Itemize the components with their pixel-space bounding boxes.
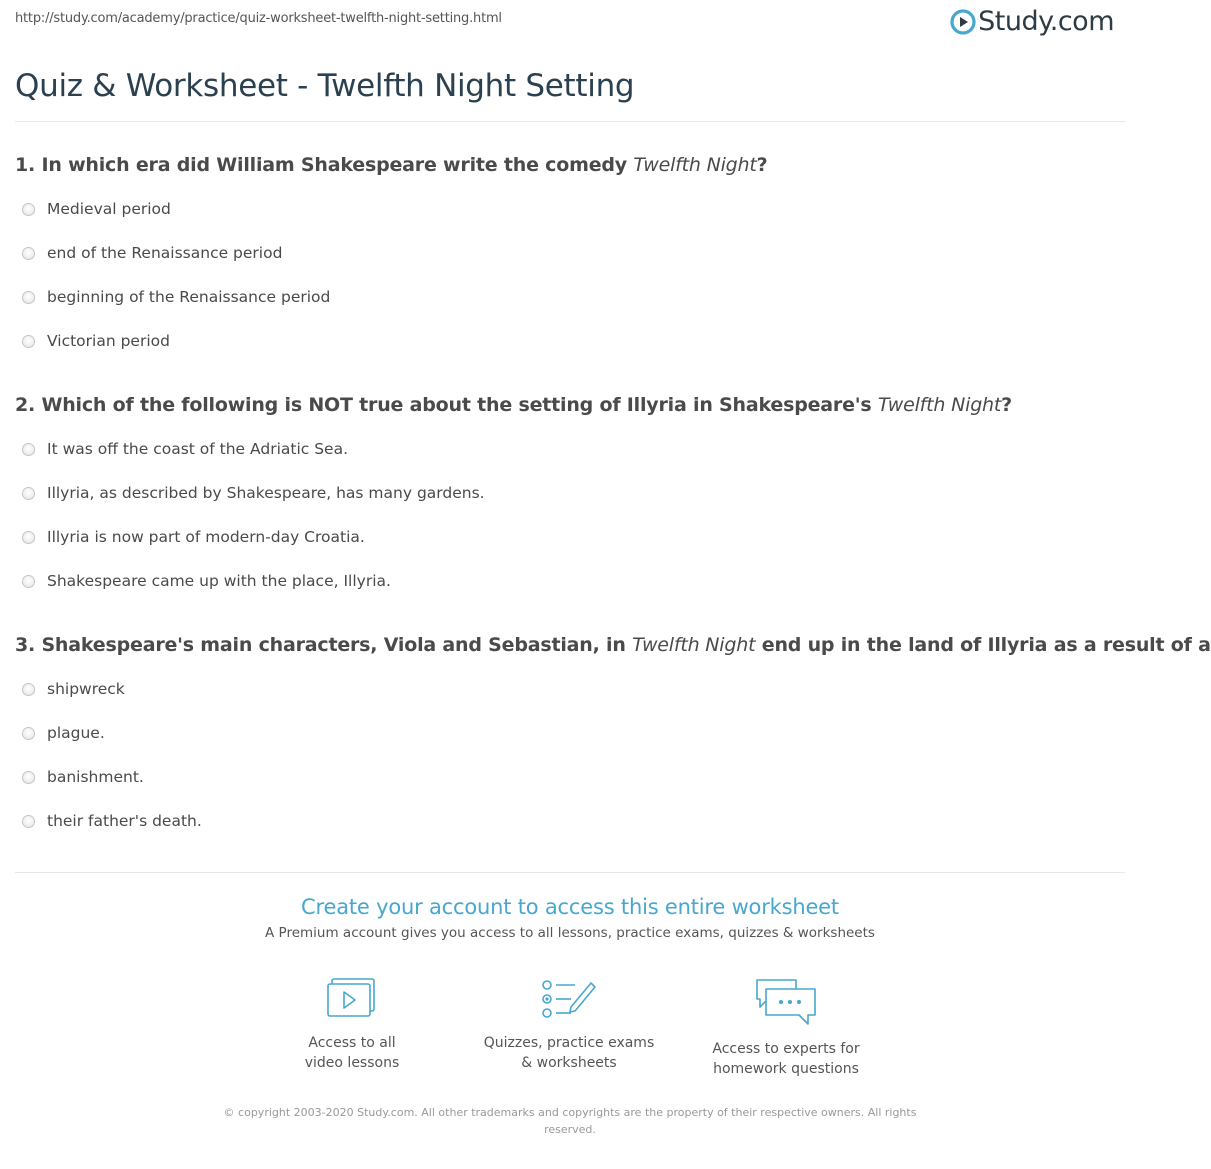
- question-1: 1. In which era did William Shakespeare write the comedy Twelfth Night?: [15, 154, 768, 176]
- feature-line: & worksheets: [521, 1055, 617, 1071]
- feature-line: homework questions: [713, 1061, 859, 1077]
- feature-video-lessons: [252, 977, 452, 1073]
- radio-button[interactable]: [22, 203, 35, 216]
- answer-option[interactable]: [22, 724, 105, 742]
- divider: [15, 872, 1125, 873]
- radio-button[interactable]: [22, 443, 35, 456]
- answer-option[interactable]: [22, 528, 365, 546]
- radio-button[interactable]: [22, 487, 35, 500]
- radio-button[interactable]: [22, 335, 35, 348]
- answer-label: banishment.: [47, 768, 144, 786]
- feature-line: Access to all: [308, 1035, 396, 1051]
- answer-option[interactable]: [22, 680, 125, 698]
- cta-subtitle: A Premium account gives you access to all lessons, practice exams, quizzes & worksheets: [265, 925, 875, 941]
- answer-label: It was off the coast of the Adriatic Sea.: [47, 440, 349, 458]
- radio-button[interactable]: [22, 683, 35, 696]
- answer-option[interactable]: [22, 572, 391, 590]
- video-lessons-icon: [326, 977, 378, 1021]
- radio-button[interactable]: [22, 815, 35, 828]
- page-url: http://study.com/academy/practice/quiz-worksheet-twelfth-night-setting.html: [15, 11, 502, 26]
- answer-label: Illyria, as described by Shakespeare, has many gardens.: [47, 484, 485, 502]
- feature-line: video lessons: [304, 1055, 400, 1071]
- question-2: 2. Which of the following is NOT true about the setting of Illyria in Shakespeare's Twelfth Night?: [15, 394, 1012, 416]
- radio-button[interactable]: [22, 247, 35, 260]
- question-3: 3. Shakespeare's main characters, Viola and Sebastian, in Twelfth Night end up in the land of Illyria as a result of a: [15, 634, 1211, 656]
- answer-option[interactable]: [22, 288, 330, 306]
- radio-button[interactable]: [22, 575, 35, 588]
- feature-line: Access to experts for: [712, 1041, 860, 1057]
- quiz-checklist-icon: [541, 977, 597, 1021]
- answer-option[interactable]: [22, 812, 202, 830]
- answer-option[interactable]: [22, 440, 348, 458]
- radio-button[interactable]: [22, 727, 35, 740]
- answer-option[interactable]: [22, 200, 171, 218]
- answer-label: Shakespeare came up with the place, Illyria.: [47, 572, 391, 590]
- answer-option[interactable]: [22, 332, 170, 350]
- answer-label: Illyria is now part of modern-day Croatia.: [47, 528, 365, 546]
- create-account-link[interactable]: Create your account to access this entire worksheet: [301, 895, 839, 919]
- logo-text: Study.com: [978, 6, 1114, 37]
- page-title: Quiz & Worksheet - Twelfth Night Setting: [15, 68, 635, 104]
- feature-experts: [686, 977, 886, 1079]
- answer-label: plague.: [47, 724, 105, 742]
- answer-label: their father's death.: [47, 812, 202, 830]
- divider: [15, 121, 1125, 122]
- answer-label: Victorian period: [47, 332, 170, 350]
- play-circle-icon: [950, 9, 976, 35]
- radio-button[interactable]: [22, 771, 35, 784]
- radio-button[interactable]: [22, 531, 35, 544]
- radio-button[interactable]: [22, 291, 35, 304]
- answer-label: beginning of the Renaissance period: [47, 288, 331, 306]
- answer-label: shipwreck: [47, 680, 125, 698]
- study-logo[interactable]: [950, 6, 1114, 37]
- answer-option[interactable]: [22, 484, 485, 502]
- answer-option[interactable]: [22, 244, 282, 262]
- answer-option[interactable]: [22, 768, 144, 786]
- feature-quizzes: [469, 977, 669, 1073]
- copyright-notice: © copyright 2003-2020 Study.com. All other trademarks and copyrights are the property of their respective owners. All rights reserved.: [223, 1106, 917, 1136]
- feature-line: Quizzes, practice exams: [483, 1035, 655, 1051]
- answer-label: end of the Renaissance period: [47, 244, 283, 262]
- answer-label: Medieval period: [47, 200, 171, 218]
- chat-bubbles-icon: [754, 977, 818, 1027]
